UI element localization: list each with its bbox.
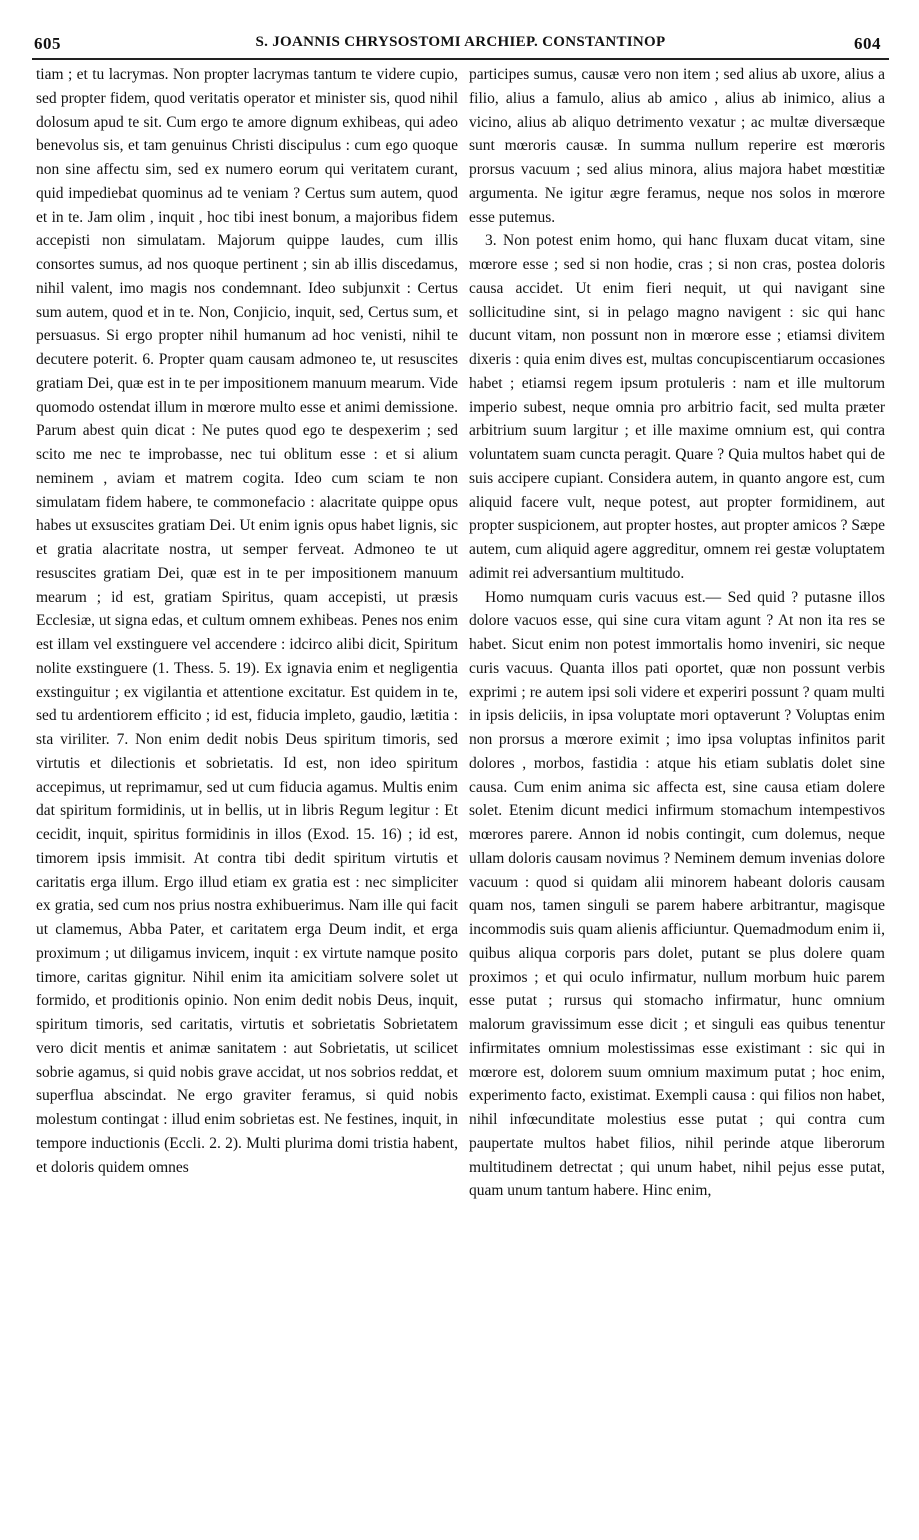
- page-number-right: 604: [854, 34, 881, 53]
- paragraph: participes sumus, causæ vero non item ; sed alius ab uxore, alius a filio, alius a famulo, alius ab amico , alius ab inimico, alius a vicino, alius ab aliquo detrimento vexatur ; ac multæ diversæque sunt mœroris causæ. In summa nullum reperire est mœroris prorsus vacuum ; sed alius minora, alius majora habet mœstitiæ argumenta. Ne igitur ægre feramus, neque nos solos in mœrore esse putemus.: [469, 66, 885, 226]
- left-column: [36, 63, 458, 1533]
- paragraph: Homo numquam curis vacuus est.— Sed quid ? putasne illos dolore vacuos esse, qui sine cura vitam agunt ? At non ita res se habet. Sicut enim non potest immortalis homo inveniri, sic neque curis vacuus. Quanta illos pati oportet, quæ non possunt verbis exprimi ; re autem ipsi soli videre et experiri possunt ? quam multi in ipsis deliciis, in ipsa voluptate mori optaverunt ? Voluptas enim non prorsus a mœrore eximit ; imo ipsa voluptas infinitos parit dolores , morbos, fastidia : atque his etiam sublatis dolet sine causa. Cum enim anima sic affecta est, sine causa etiam dolere solet. Etenim dicunt medici infirmum stomachum intempestivos mœrores parere. Annon id nobis contingit, cum dolemus, neque ullam doloris causam novimus ? Neminem demum invenias dolore vacuum : quod si quidam alii minorem habeant doloris causam quam nos, tamen singuli se parem habere arbitrantur, magisque incommodis suis quam alienis afficiuntur. Quemadmodum enim ii, quibus aliqua corporis pars dolet, putant se plus dolere quam proximos ; et qui oculo infirmatur, nullum morbum huic parem esse putat ; rursus qui stomacho infirmatur, hunc omnium malorum gravissimum esse dicit ; et singuli eas quibus tenentur infirmitates omnium molestissimas esse existimant : sic qui in mœrore est, dolorem suum omnium maximum putat ; hoc enim, experimento facto, existimat. Exempli causa : qui filios non habet, nihil infœcunditate molestius esse putat ; qui contra cum paupertate multos habet filios, nihil perinde atque liberorum multitudinem detrectat ; qui unum habet, nihil pejus esse putat, quam unum tantum habere. Hinc enim,: [469, 588, 885, 1200]
- running-title: S. JOANNIS CHRYSOSTOMI ARCHIEP. CONSTANTINOP: [255, 34, 666, 50]
- paragraph: tiam ; et tu lacrymas. Non propter lacrymas tantum te videre cupio, sed propter fidem, quod veritatis operator et minister sis, quod nihil dolosum apud te sit. Cum ergo te amore dignum exhibeas, qui adeo benevolus sis, et tam genuinus Christi discipulus : cum ego quoque non sine affectu sim, sed ex numero eorum qui veritatem curant, quid impediebat quominus ad te veniam ? Certus sum autem, quod et in te. Jam olim , inquit , hoc tibi inest bonum, a majoribus fidem accepisti non simulatam. Majorum quippe laudes, cum illis consortes sumus, ad nos quoque pertinent ; sin ab illis discedamus, nihil valent, imo magis nos condemnant. Ideo subjunxit : Certus sum autem, quod et in te. Non, Conjicio, inquit, sed, Certus sum, et persuasus. Si ergo propter nihil humanum ad hoc venisti, nihil te decutere poterit. 6. Propter quam causam admoneo te, ut resuscites gratiam Dei, quæ est in te per impositionem manuum mearum. Vide quomodo ostendat illum in mœrore multo esse et animi demissione. Parum abest quin dicat : Ne putes quod ego te despexerim ; sed scito me nec te improbasse, nec tui oblitum esse : et si alium neminem , aviam et matrem cogita. Ideo cum sciam te non simulatam fidem habere, te commonefacio : alacritate quippe opus habes ut exsuscites gratiam Dei. Ut enim ignis opus habet lignis, sic et gratia alacritate nostra, ut semper ferveat. Admoneo te ut resuscites gratiam Dei, quæ est in te per impositionem manuum mearum ; id est, gratiam Spiritus, quam accepisti, ut præsis Ecclesiæ, ut signa edas, et cultum omnem exhibeas. Penes nos enim est illam vel exstinguere vel accendere : idcirco alibi dicit, Spiritum nolite exstinguere (1. Thess. 5. 19). Ex ignavia enim et negligentia exstinguitur ; ex vigilantia et attentione excitatur. Est quidem in te, sed tu ardentiorem efficito ; id est, fiducia impleto, gaudio, lætitia : sta viriliter. 7. Non enim dedit nobis Deus spiritum timoris, sed virtutis et dilectionis et sobrietatis. Id est, non ideo spiritum accepimus, ut reprimamur, sed ut cum fiducia agamus. Multis enim dat spiritum formidinis, ut in bellis, ut in libris Regum legitur : Et cecidit, inquit, spiritus formidinis in illos (Exod. 15. 16) ; id est, timorem ipsis immisit. At contra tibi dedit spiritum virtutis et caritatis erga illum. Ergo illud etiam ex gratia est : nec simpliciter ex gratia, sed cum nos prius nostra exhibuerimus. Nam ille qui facit ut clamemus, Abba Pater, et caritatem erga Deum indit, et erga proximum ; ut diligamus invicem, inquit : ex virtute namque posito timore, caritas gignitur. Nihil enim ita amicitiam solvere solet ut formido, et proditionis opinio. Non enim dedit nobis Deus, inquit, spiritum timoris, sed caritatis, virtutis et sobrietatis Sobrietatem vero dicit mentis et animæ sanitatem : aut Sobrietatis, ut scilicet sobrie agamus, si quid nobis grave accidat, ut nos sobrios reddat, et superflua abscindat. Ne ergo graviter feramus, si quid nobis molestum contingat : illud enim sobrietas est. Ne festines, inquit, in tempore inductionis (Eccli. 2. 2). Multi plurima domi tristia habent, et doloris quidem omnes: [36, 66, 458, 1176]
- paragraph: 3. Non potest enim homo, qui hanc fluxam ducat vitam, sine mœrore esse ; sed si non hodie, cras ; si non cras, postea doloris causa accidet. Ut enim fieri nequit, ut qui navigant sine sollicitudine sint, si in pelago magno navigent : sic qui hanc ducunt vitam, non possunt non in mœrore esse ; etiamsi divitem dixeris : quia enim dives est, multas concupiscentiarum occasiones habet ; etiamsi regem ipsum protuleris : nam et ille multorum imperio subest, neque omnia pro arbitrio facit, sed multa præter arbitrium suum largitur ; et ille maxime omnium est, qui contra voluntatem suam cuncta peragit. Quare ? Quia multos habet qui de suis accipere cupiant. Considera autem, in quanto angore est, cum aliquid facere vult, neque potest, aut propter formidinem, aut propter suspicionem, aut propter hostes, aut propter amicos ? Sæpe autem, cum aliquid agere aggreditur, omnem rei gestæ voluptatem adimit rei adversantium multitudo.: [469, 232, 885, 582]
- right-column: [469, 63, 885, 1533]
- running-header: [32, 34, 889, 60]
- page-number-left: 605: [34, 34, 61, 53]
